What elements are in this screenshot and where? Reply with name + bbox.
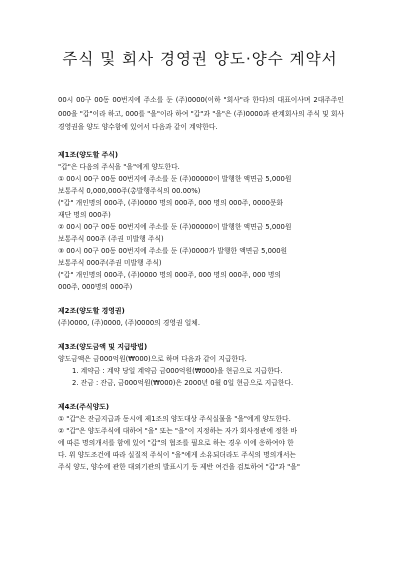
article-3-line: 양도금액은 금000억원(₩000)으로 하며 다음과 같이 지급한다.: [58, 354, 247, 363]
article-2-line: (주)0000, (주)0000, (주)0000의 경영권 일체.: [58, 318, 201, 327]
article-4-line: 에 따른 명의개서를 함에 있어 "갑"의 협조를 필요로 하는 경우 이에 응하여야 한: [58, 438, 294, 447]
article-4-line: 주식 양도, 양수에 관한 대외기관의 발표시기 등 제반 여건을 검토하여 "갑"과 "을": [58, 462, 300, 471]
article-1-line: 000주, 000명의 000주): [58, 282, 133, 291]
article-1-line: 재단 명의 000주): [58, 210, 111, 219]
article-1-line: 보통주식 0,000,000주(총발행주식의 00.00%): [58, 186, 201, 195]
article-1-line: ② 00시 00구 00동 00번지에 주소를 둔 (주)00000이 발행한 액면금 5,000원: [58, 222, 292, 231]
intro-paragraph: 00시 00구 00동 00번지에 주소를 둔 (주)0000(이하 "회사"라 한다)의 대표이사며 2대주주인 000을 "갑"이라 하고, 000를 "을"이라 하여 "갑"과 "을"은 (주)0000과 관계회사의 주식 및 회사 경영권을 양도 양수함에 있어서 다음과 같이 계약한다.: [58, 96, 344, 131]
document-body: [58, 94, 344, 473]
article-4-line: 다. 위 양도조건에 따라 실질적 주식이 "을"에게 소유되더라도 주식의 명의개서는: [58, 450, 296, 459]
article-1-line: ("갑" 개인명의 000주, (주)0000 명의 000주, 000 명의 000주, 000 명의: [58, 270, 281, 279]
article-1-line: ③ 00시 00구 00동 00번지에 주소를 둔 (주)0000가 발행한 액면금 5,000원: [58, 246, 288, 255]
article-1-line: ① 00시 00구 00동 00번지에 주소를 둔 (주)00000이 발행한 액면금 5,000원: [58, 174, 292, 183]
article-4-heading: 제4조(주식양도): [58, 402, 110, 411]
article-1-heading: 제1조(양도할 주식): [58, 150, 119, 159]
article-4-line: ② "갑"은 양도주식에 대하여 "을" 또는 "을"이 지정하는 자가 회사정관에 정한 바: [58, 426, 298, 435]
article-2-heading: 제2조(양도할 경영권): [58, 306, 125, 315]
article-1-line: ("갑" 개인명의 000주, (주)0000 명의 000주, 000 명의 000주, 0000문화: [58, 198, 284, 207]
article-3-heading: 제3조(양도금액 및 지급방법): [58, 342, 148, 351]
document-title: 주식 및 회사 경영권 양도·양수 계약서: [62, 50, 338, 68]
article-4-line: ① "갑"은 잔금지급과 동시에 제1조의 양도대상 주식실물을 "을"에게 양도한다.: [58, 414, 291, 423]
article-1-line: "갑"은 다음의 주식을 "을"에게 양도한다.: [58, 162, 180, 171]
article-1-line: 보통주식 000주(주권 미발행 주식): [58, 258, 162, 267]
article-1-line: 보통주식 000주 (주권 미발행 주식): [58, 234, 164, 243]
article-3-item-2: 2. 잔금 : 잔금, 금000억원(₩000)은 2000년 0월 0일 현금으로 지급한다.: [72, 378, 294, 387]
article-3-item-1: 1. 계약금 : 계약 당일 계약금 금000억원(₩000)을 현금으로 지급한다.: [72, 366, 283, 375]
